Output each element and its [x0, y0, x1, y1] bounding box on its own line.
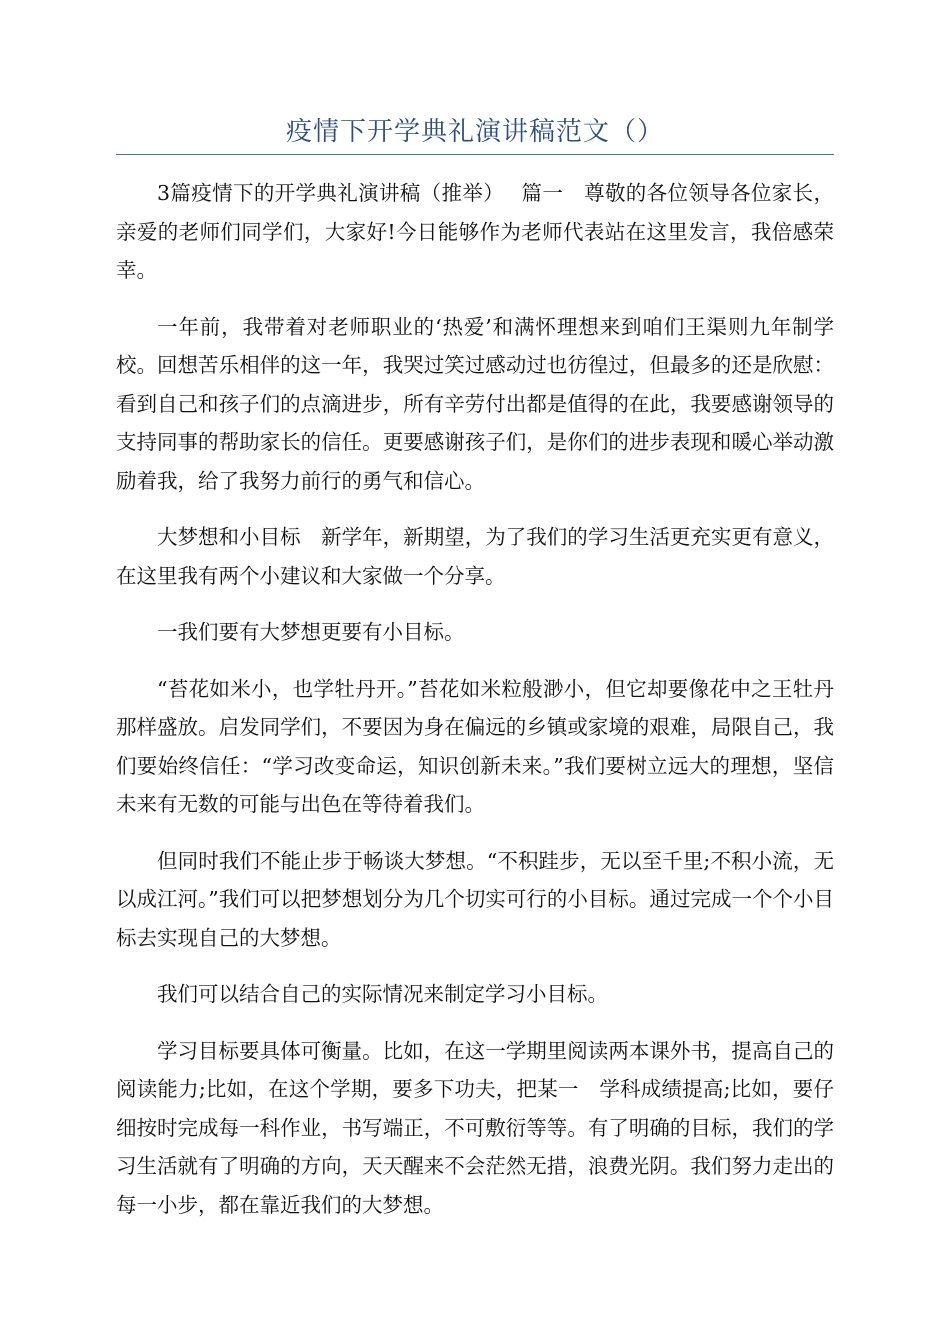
paragraph: “苔花如米小，也学牡丹开。”苔花如米粒般渺小，但它却要像花中之王牡丹那样盛放。启发同学们，不要因为身在偏远的乡镇或家境的艰难，局限自己，我们要始终信任：“学习改变命运，知识创新未来。”我们要树立远大的理想，坚信未来有无数的可能与出色在等待着我们。 — [116, 676, 834, 816]
paragraph: 学习目标要具体可衡量。比如，在这一学期里阅读两本课外书，提高自己的阅读能力;比如，在这个学期，要多下功夫，把某一 学科成绩提高;比如，要仔细按时完成每一科作业，书写端正，不可敷衍等等。有了明确的目标，我们的学习生活就有了明确的方向，天天醒来不会茫然无措，浪费光阴。我们努力走出的每一小步，都在靠近我们的大梦想。 — [116, 1038, 834, 1217]
title-underline — [116, 154, 834, 155]
paragraph: 我们可以结合自己的实际情况来制定学习小目标。 — [157, 982, 608, 1006]
document-body — [116, 174, 834, 1242]
paragraph: 一年前，我带着对老师职业的‘热爱’和满怀理想来到咱们王渠则九年制学校。回想苦乐相伴的这一年，我哭过笑过感动过也彷徨过，但最多的还是欣慰：看到自己和孩子们的点滴进步，所有辛劳付出都是值得的在此，我要感谢领导的支持同事的帮助家长的信任。更要感谢孩子们，是你们的进步表现和暖心举动激励着我，给了我努力前行的勇气和信心。 — [116, 314, 834, 493]
paragraph: 大梦想和小目标 新学年，新期望，为了我们的学习生活更充实更有意义，在这里我有两个小建议和大家做一个分享。 — [116, 525, 834, 588]
document-title: 疫情下开学典礼演讲稿范文（） — [285, 117, 664, 147]
paragraph: 3篇疫情下的开学典礼演讲稿（推举） 篇一 尊敬的各位领导各位家长，亲爱的老师们同学们，大家好!今日能够作为老师代表站在这里发言，我倍感荣幸。 — [116, 181, 834, 282]
paragraph: 但同时我们不能止步于畅谈大梦想。“不积跬步，无以至千里;不积小流，无以成江河。”我们可以把梦想划分为几个切实可行的小目标。通过完成一个个小目标去实现自己的大梦想。 — [116, 848, 834, 950]
paragraph: 一我们要有大梦想更要有小目标。 — [157, 620, 465, 644]
